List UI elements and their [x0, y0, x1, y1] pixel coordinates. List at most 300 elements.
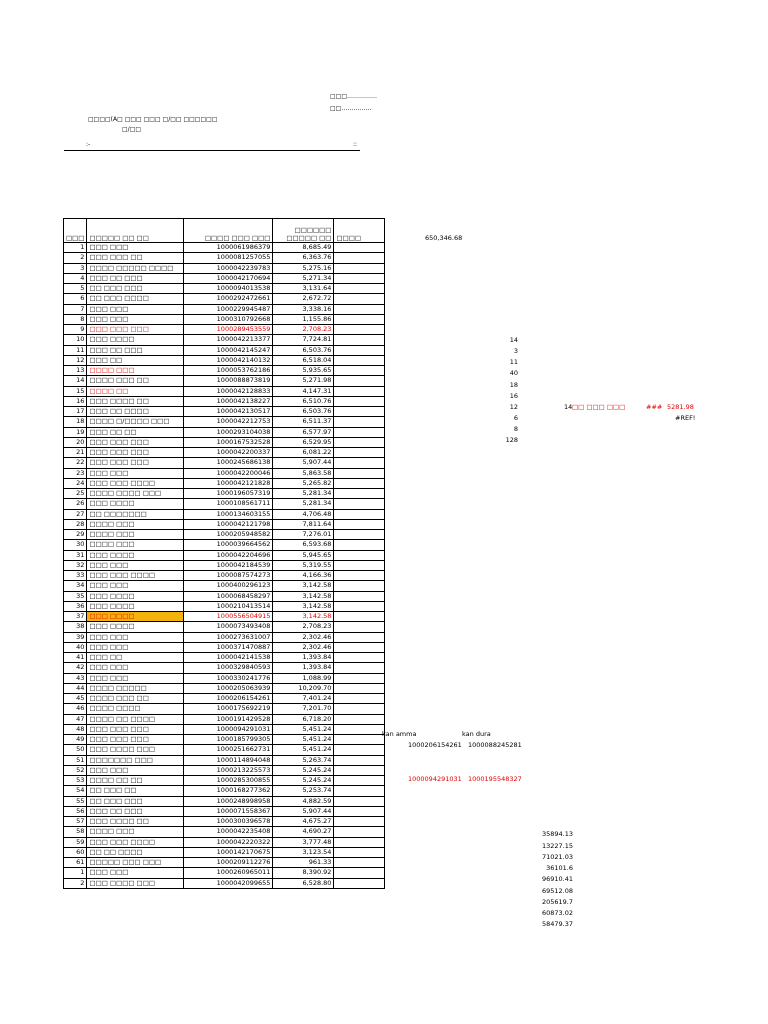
row-name: □□ □□□ □□□□ [87, 294, 184, 304]
table-row [64, 704, 385, 714]
row-name: □□□□ □□□ [87, 530, 184, 540]
header-rule [64, 150, 360, 151]
note-number: 14 [564, 403, 573, 411]
row-name: □□□ □□□ [87, 243, 184, 253]
row-remark [334, 273, 385, 283]
row-remark [334, 806, 385, 816]
row-remark [334, 694, 385, 704]
table-row [64, 366, 385, 376]
row-name: □□□ □□□□ [87, 550, 184, 560]
row-name: □□□ □□□ □□ [87, 253, 184, 263]
table-row [64, 673, 385, 683]
table-row [64, 509, 385, 519]
note-hash: ### [646, 403, 663, 411]
header-line-1: □□□…………… [330, 93, 378, 100]
row-account: 1000042212753 [184, 417, 273, 427]
row-remark [334, 304, 385, 314]
row-amount: 8,390.92 [273, 868, 334, 878]
table-row [64, 314, 385, 324]
row-account: 1000293104038 [184, 427, 273, 437]
row-name: □□□□ □□□□□ □□□□ [87, 263, 184, 273]
row-remark [334, 837, 385, 847]
account-note-3: 1000094291031 [408, 775, 462, 783]
table-row [64, 622, 385, 632]
row-remark [334, 683, 385, 693]
row-amount: 1,393.84 [273, 653, 334, 663]
row-account: 1000061986379 [184, 243, 273, 253]
row-remark [334, 858, 385, 868]
row-remark [334, 499, 385, 509]
row-amount: 5,265.82 [273, 478, 334, 488]
count-value: 3 [513, 347, 518, 355]
row-name: □□□ □□□ □□□ [87, 724, 184, 734]
row-serial: 10 [64, 335, 87, 345]
row-name: □□□ □□□ □□□□ [87, 478, 184, 488]
row-account: 1000245686138 [184, 458, 273, 468]
row-name: □□□ □□□ [87, 314, 184, 324]
row-remark [334, 673, 385, 683]
table-row [64, 427, 385, 437]
row-name: □□□□ □□ □□ [87, 776, 184, 786]
row-remark [334, 550, 385, 560]
row-name: □□□□ □□□ □□ [87, 376, 184, 386]
table-row [64, 468, 385, 478]
row-account: 1000273631007 [184, 632, 273, 642]
row-account: 1000088873819 [184, 376, 273, 386]
row-name: □□□ □□ □□□ [87, 806, 184, 816]
row-account: 1000248998958 [184, 796, 273, 806]
row-amount: 5,281.34 [273, 489, 334, 499]
row-serial: 22 [64, 458, 87, 468]
row-account: 1000081257055 [184, 253, 273, 263]
table-row [64, 663, 385, 673]
row-serial: 4 [64, 273, 87, 283]
row-name: □□□ □□□□ □□ [87, 817, 184, 827]
row-remark [334, 376, 385, 386]
row-account: 1000400296123 [184, 581, 273, 591]
table-row [64, 253, 385, 263]
row-account: 1000087574273 [184, 571, 273, 581]
row-serial: 12 [64, 355, 87, 365]
table-row [64, 489, 385, 499]
row-name: □□□□ □/□□□□ □□□ [87, 417, 184, 427]
row-account: 1000042145247 [184, 345, 273, 355]
row-remark [334, 540, 385, 550]
kan-amma-label: kan amma [382, 730, 417, 738]
right-value: 13227.15 [541, 842, 573, 850]
table-row [64, 304, 385, 314]
right-value: 60873.02 [541, 909, 573, 917]
row-remark [334, 509, 385, 519]
row-serial: 50 [64, 745, 87, 755]
row-remark [334, 868, 385, 878]
row-amount: 5,245.24 [273, 765, 334, 775]
row-account: 1000196057319 [184, 489, 273, 499]
row-serial: 21 [64, 448, 87, 458]
row-amount: 4,675.27 [273, 817, 334, 827]
table-row [64, 478, 385, 488]
row-account: 1000300396578 [184, 817, 273, 827]
row-name: □□□□ □□□□□ [87, 683, 184, 693]
row-remark [334, 284, 385, 294]
row-account: 1000042220322 [184, 837, 273, 847]
row-name: □□□ □□□ [87, 765, 184, 775]
row-remark [334, 735, 385, 745]
row-serial: 37 [64, 612, 87, 622]
row-serial: 27 [64, 509, 87, 519]
row-remark [334, 642, 385, 652]
row-amount: 5,907.44 [273, 458, 334, 468]
row-serial: 54 [64, 786, 87, 796]
row-remark [334, 745, 385, 755]
row-serial: 31 [64, 550, 87, 560]
count-value: 40 [509, 369, 518, 377]
row-serial: 36 [64, 601, 87, 611]
table-row [64, 694, 385, 704]
row-account: 1000210413514 [184, 601, 273, 611]
row-account: 1000206154261 [184, 694, 273, 704]
row-amount: 6,503.76 [273, 407, 334, 417]
row-serial: 52 [64, 765, 87, 775]
row-name: □□□ □□□ [87, 581, 184, 591]
row-amount: 5,271.34 [273, 273, 334, 283]
row-serial: 2 [64, 878, 87, 888]
row-serial: 11 [64, 345, 87, 355]
right-value: 96910.41 [541, 875, 573, 883]
row-serial: 1 [64, 243, 87, 253]
row-amount: 2,302.46 [273, 632, 334, 642]
table-row [64, 263, 385, 273]
row-name: □□□ □□ □□□□ [87, 407, 184, 417]
right-value: 58479.37 [541, 920, 573, 928]
table-row [64, 550, 385, 560]
row-account: 1000042141538 [184, 653, 273, 663]
row-serial: 5 [64, 284, 87, 294]
row-account: 1000114894048 [184, 755, 273, 765]
row-amount: 2,302.46 [273, 642, 334, 652]
row-name: □□□ □□ [87, 355, 184, 365]
row-serial: 25 [64, 489, 87, 499]
row-account: 1000042121828 [184, 478, 273, 488]
row-serial: 7 [64, 304, 87, 314]
row-remark [334, 243, 385, 253]
table-row [64, 683, 385, 693]
row-name: □□□ □□ □□ [87, 427, 184, 437]
row-name: □□□ □□□ □□□□ [87, 571, 184, 581]
row-amount: 3,777.48 [273, 837, 334, 847]
row-remark [334, 314, 385, 324]
table-row [64, 735, 385, 745]
table-row [64, 396, 385, 406]
table-row [64, 376, 385, 386]
row-serial: 24 [64, 478, 87, 488]
count-value: 8 [513, 425, 518, 433]
row-remark [334, 407, 385, 417]
row-serial: 40 [64, 642, 87, 652]
row-account: 1000042099655 [184, 878, 273, 888]
row-serial: 9 [64, 325, 87, 335]
row-name: □□□ □□□ [87, 663, 184, 673]
row-name: □□□ □□□ □□□□ [87, 837, 184, 847]
table-row [64, 776, 385, 786]
table-row [64, 458, 385, 468]
row-serial: 43 [64, 673, 87, 683]
table-header-row [64, 219, 385, 243]
row-remark [334, 632, 385, 642]
count-value: 16 [509, 392, 518, 400]
row-amount: 6,528.80 [273, 878, 334, 888]
row-amount: 5,451.24 [273, 735, 334, 745]
row-serial: 58 [64, 827, 87, 837]
row-serial: 3 [64, 263, 87, 273]
row-remark [334, 345, 385, 355]
row-account: 1000205948582 [184, 530, 273, 540]
row-name: □□ □□□ □□ [87, 786, 184, 796]
row-remark [334, 817, 385, 827]
row-name: □□□ □□□□ □□□ [87, 745, 184, 755]
row-remark [334, 724, 385, 734]
row-name: □□□□ □□□ [87, 827, 184, 837]
row-name: □□□ □□□□ [87, 622, 184, 632]
row-amount: 2,672.72 [273, 294, 334, 304]
table-row [64, 591, 385, 601]
row-name: □□□ □□□ □□□ [87, 735, 184, 745]
row-account: 1000042200337 [184, 448, 273, 458]
row-name: □□□ □□ [87, 653, 184, 663]
row-amount: 2,708.23 [273, 325, 334, 335]
table-row [64, 345, 385, 355]
table-row [64, 858, 385, 868]
row-amount: 1,393.84 [273, 663, 334, 673]
table-row [64, 448, 385, 458]
row-name: □□□ □□□ [87, 468, 184, 478]
count-value: 6 [513, 414, 518, 422]
row-name: □□□ □□□□ [87, 601, 184, 611]
table-row [64, 632, 385, 642]
right-value: 35894.13 [541, 830, 573, 838]
row-amount: 5,281.34 [273, 499, 334, 509]
table-row [64, 284, 385, 294]
row-serial: 56 [64, 806, 87, 816]
table-row [64, 571, 385, 581]
row-amount: 5,245.24 [273, 776, 334, 786]
row-serial: 55 [64, 796, 87, 806]
header-name: □□□□□ □□ □□ [87, 219, 184, 243]
row-serial: 6 [64, 294, 87, 304]
row-serial: 47 [64, 714, 87, 724]
row-serial: 23 [64, 468, 87, 478]
header-line-2: □□…………… [330, 105, 372, 112]
row-amount: 6,518.04 [273, 355, 334, 365]
row-name: □□□ □□□ [87, 673, 184, 683]
row-account: 1000289453559 [184, 325, 273, 335]
row-remark [334, 458, 385, 468]
right-value: 205619.7 [541, 898, 573, 906]
row-serial: 26 [64, 499, 87, 509]
row-amount: 7,811.64 [273, 519, 334, 529]
row-serial: 57 [64, 817, 87, 827]
row-serial: 51 [64, 755, 87, 765]
table-row [64, 745, 385, 755]
right-value: 69512.08 [541, 887, 573, 895]
row-account: 1000042213377 [184, 335, 273, 345]
row-amount: 4,690.27 [273, 827, 334, 837]
document-title: □□□□(A□ □□□ □□□ □/□□ □□□□□□ [88, 116, 218, 123]
table-row [64, 335, 385, 345]
row-remark [334, 663, 385, 673]
row-account: 1000042130517 [184, 407, 273, 417]
count-value: 14 [509, 336, 518, 344]
row-serial: 42 [64, 663, 87, 673]
row-account: 1000108561711 [184, 499, 273, 509]
row-amount: 1,088.99 [273, 673, 334, 683]
row-remark [334, 335, 385, 345]
row-account: 1000285300855 [184, 776, 273, 786]
row-remark [334, 571, 385, 581]
row-name: □□□□ □□□ □□ [87, 694, 184, 704]
row-serial: 41 [64, 653, 87, 663]
row-account: 1000042138227 [184, 396, 273, 406]
row-serial: 14 [64, 376, 87, 386]
row-remark [334, 601, 385, 611]
row-amount: 3,338.16 [273, 304, 334, 314]
row-serial: 33 [64, 571, 87, 581]
right-value: 36101.6 [546, 864, 573, 872]
row-serial: 13 [64, 366, 87, 376]
row-account: 1000330241776 [184, 673, 273, 683]
row-remark [334, 622, 385, 632]
row-amount: 4,706.48 [273, 509, 334, 519]
row-amount: 5,945.65 [273, 550, 334, 560]
row-remark [334, 519, 385, 529]
row-remark [334, 786, 385, 796]
row-remark [334, 325, 385, 335]
row-amount: 4,166.36 [273, 571, 334, 581]
row-account: 1000251662731 [184, 745, 273, 755]
row-account: 1000094291031 [184, 724, 273, 734]
row-account: 1000142170675 [184, 847, 273, 857]
row-account: 1000042170694 [184, 273, 273, 283]
row-name: □□□ □□□ □□□ [87, 448, 184, 458]
row-amount: 10,209.70 [273, 683, 334, 693]
row-amount: 3,142.58 [273, 612, 334, 622]
row-name: □□ □□□□□□□ [87, 509, 184, 519]
right-value: 71021.03 [541, 853, 573, 861]
table-row [64, 755, 385, 765]
row-serial: 30 [64, 540, 87, 550]
row-name: □□□ □□□□ □□□ [87, 878, 184, 888]
row-remark [334, 827, 385, 837]
row-serial: 16 [64, 396, 87, 406]
row-amount: 3,131.64 [273, 284, 334, 294]
row-name: □□□□ □□ □□□□ [87, 714, 184, 724]
row-account: 1000329840593 [184, 663, 273, 673]
row-amount: 3,142.58 [273, 581, 334, 591]
row-remark [334, 591, 385, 601]
header-serial: □□□ [64, 219, 87, 243]
row-remark [334, 386, 385, 396]
row-name: □□□□ □□□ [87, 540, 184, 550]
row-amount: 5,253.74 [273, 786, 334, 796]
row-account: 1000042235408 [184, 827, 273, 837]
row-serial: 59 [64, 837, 87, 847]
row-serial: 29 [64, 530, 87, 540]
table-row [64, 325, 385, 335]
row-remark [334, 448, 385, 458]
row-name: □□□ □□ □□□ [87, 273, 184, 283]
row-name: □□□ □□ □□□ [87, 345, 184, 355]
row-amount: 4,882.59 [273, 796, 334, 806]
row-account: 1000209112276 [184, 858, 273, 868]
row-name: □□□□ □□□ [87, 366, 184, 376]
table-row [64, 806, 385, 816]
row-account: 1000068458297 [184, 591, 273, 601]
row-amount: 7,276.01 [273, 530, 334, 540]
row-account: 1000168277362 [184, 786, 273, 796]
row-amount: 5,271.98 [273, 376, 334, 386]
table-row [64, 407, 385, 417]
row-serial: 48 [64, 724, 87, 734]
row-name: □□□□ □□□ [87, 519, 184, 529]
row-account: 1000134603155 [184, 509, 273, 519]
row-serial: 1 [64, 868, 87, 878]
row-amount: 7,401.24 [273, 694, 334, 704]
row-serial: 39 [64, 632, 87, 642]
table-row [64, 827, 385, 837]
row-remark [334, 427, 385, 437]
count-value: 18 [509, 381, 518, 389]
account-note-4: 1000195548327 [468, 775, 522, 783]
table-row [64, 847, 385, 857]
row-amount: 6,718.20 [273, 714, 334, 724]
row-remark [334, 355, 385, 365]
row-serial: 19 [64, 427, 87, 437]
row-amount: 6,577.97 [273, 427, 334, 437]
account-note-2: 1000088245281 [468, 741, 522, 749]
count-value: 128 [505, 436, 518, 444]
header-amount: □□□□□□ □□□□□ □□ [273, 219, 334, 243]
table-row [64, 817, 385, 827]
row-account: 1000292472661 [184, 294, 273, 304]
table-row [64, 642, 385, 652]
table-row [64, 437, 385, 447]
row-remark [334, 489, 385, 499]
total-value: 650,346.68 [425, 234, 463, 242]
row-account: 1000185799305 [184, 735, 273, 745]
row-remark [334, 878, 385, 888]
row-account: 1000042184539 [184, 560, 273, 570]
account-note-1: 1000206154261 [408, 741, 462, 749]
row-serial: 20 [64, 437, 87, 447]
row-account: 1000191429528 [184, 714, 273, 724]
row-amount: 6,510.76 [273, 396, 334, 406]
row-remark [334, 704, 385, 714]
table-row [64, 540, 385, 550]
table-row [64, 796, 385, 806]
row-name: □□□□□ □□□ □□□ [87, 858, 184, 868]
row-amount: 8,685.49 [273, 243, 334, 253]
row-remark [334, 755, 385, 765]
row-account: 1000175692219 [184, 704, 273, 714]
row-remark [334, 530, 385, 540]
row-name: □□□ □□□ [87, 632, 184, 642]
row-account: 1000042200046 [184, 468, 273, 478]
row-serial: 53 [64, 776, 87, 786]
row-name: □□□□ □□□□ [87, 704, 184, 714]
payment-table [63, 218, 385, 889]
row-serial: 61 [64, 858, 87, 868]
table-row [64, 519, 385, 529]
